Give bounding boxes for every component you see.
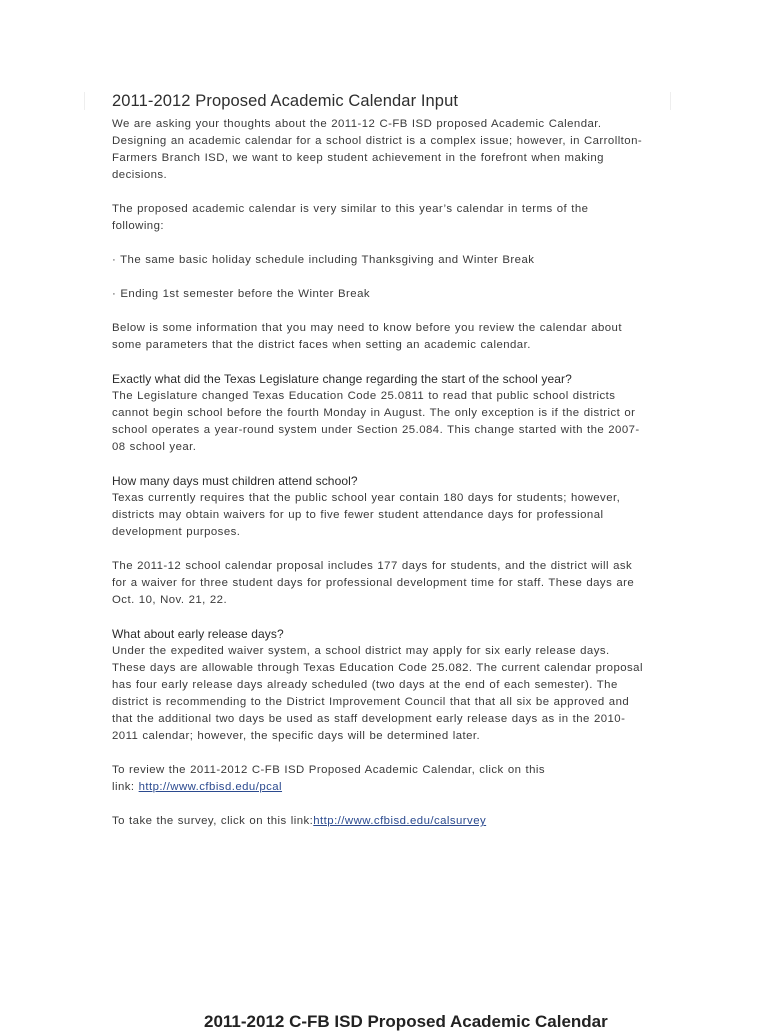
proposal-line: The 2011-12 school calendar proposal includes 177 days for students, and the district will ask: [112, 560, 633, 572]
proposal-line: Oct. 10, Nov. 21, 22.: [112, 594, 228, 606]
section-line: has four early release days already scheduled (two days at the end of each semester). The: [112, 679, 618, 691]
document-body: [112, 90, 657, 830]
document-title: 2011-2012 Proposed Academic Calendar Input: [112, 92, 459, 110]
section-heading: What about early release days?: [112, 627, 284, 641]
intro-paragraph: [112, 116, 657, 184]
section-heading: Exactly what did the Texas Legislature change regarding the start of the school year?: [112, 372, 572, 386]
section-line: district is recommending to the District Improvement Council that that all six be approved and: [112, 696, 630, 708]
section-heading: How many days must children attend school?: [112, 474, 358, 488]
bullet-item: · Ending 1st semester before the Winter Break: [112, 288, 370, 300]
section-line: cannot begin school before the fourth Monday in August. The only exception is if the district or: [112, 407, 636, 419]
intro-line: We are asking your thoughts about the 2011-12 C-FB ISD proposed Academic Calendar.: [112, 118, 602, 130]
section-line: school operates a year-round system under Section 25.084. This change started with the 2007-: [112, 424, 640, 436]
similar-line: following:: [112, 220, 164, 232]
review-line: [112, 779, 657, 796]
intro-line: Farmers Branch ISD, we want to keep student achievement in the forefront when making: [112, 152, 604, 164]
next-page-title: 2011-2012 C-FB ISD Proposed Academic Calendar: [204, 1012, 608, 1031]
similar-paragraph: [112, 201, 657, 235]
left-corner-mark: [84, 92, 85, 110]
survey-link[interactable]: http://www.cfbisd.edu/calsurvey: [313, 815, 487, 827]
section-line: Under the expedited waiver system, a school district may apply for six early release days.: [112, 645, 610, 657]
below-line: some parameters that the district faces when setting an academic calendar.: [112, 339, 531, 351]
section-line: development purposes.: [112, 526, 241, 538]
calendar-link[interactable]: http://www.cfbisd.edu/pcal: [138, 781, 283, 793]
review-line: To review the 2011-2012 C-FB ISD Proposed Academic Calendar, click on this: [112, 764, 546, 776]
section-line: 2011 calendar; however, the specific days will be determined later.: [112, 730, 481, 742]
section-body: [112, 643, 657, 745]
section-line: districts may obtain waivers for up to five fewer student attendance days for professional: [112, 509, 604, 521]
below-line: Below is some information that you may need to know before you review the calendar about: [112, 322, 622, 334]
proposal-paragraph: [112, 558, 657, 609]
proposal-line: for a waiver for three student days for professional development time for staff. These days are: [112, 577, 635, 589]
section-line: Texas currently requires that the public school year contain 180 days for students; however,: [112, 492, 621, 504]
below-paragraph: [112, 320, 657, 354]
survey-line: [112, 813, 657, 830]
section-line: 08 school year.: [112, 441, 197, 453]
bullet-item: · The same basic holiday schedule including Thanksgiving and Winter Break: [112, 254, 535, 266]
section-line: The Legislature changed Texas Education Code 25.0811 to read that public school districts: [112, 390, 616, 402]
review-paragraph: [112, 762, 657, 796]
section-line: that the additional two days be used as staff development early release days as in the 2010-: [112, 713, 626, 725]
section-line: These days are allowable through Texas Education Code 25.082. The current calendar proposal: [112, 662, 643, 674]
section-body: [112, 490, 657, 541]
review-link-prefix: link:: [112, 781, 139, 793]
similar-line: The proposed academic calendar is very similar to this year’s calendar in terms of the: [112, 203, 589, 215]
survey-link-prefix: To take the survey, click on this link:: [112, 815, 314, 827]
intro-line: Designing an academic calendar for a school district is a complex issue; however, in Carrollton-: [112, 135, 643, 147]
section-body: [112, 388, 657, 456]
right-corner-mark: [670, 92, 671, 110]
intro-line: decisions.: [112, 169, 168, 181]
